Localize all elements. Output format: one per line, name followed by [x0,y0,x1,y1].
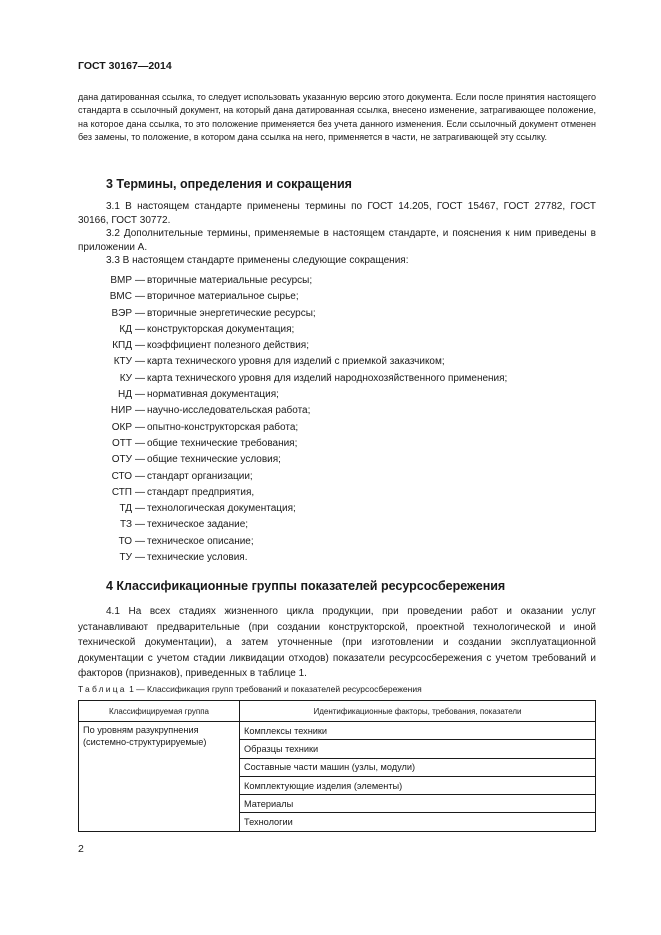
abbreviation-row [78,501,596,517]
abbreviation-row [78,273,596,289]
page-number: 2 [78,843,84,855]
abbreviation-dash: — [135,503,145,515]
abbreviation-dash: — [135,405,145,417]
abbreviation-row [78,452,596,468]
abbreviation-row [78,387,596,403]
table-caption-label: Таблица [78,684,127,694]
paragraph-3-1 [78,200,596,227]
abbreviation-definition: вторичное материальное сырье; [147,291,299,303]
abbreviation-term: ТЗ [119,519,132,531]
abbreviation-definition: научно-исследовательская работа; [147,405,311,417]
abbreviation-definition: конструкторская документация; [147,323,295,335]
table-row [79,722,596,740]
abbreviation-row [78,403,596,419]
abbreviation-dash: — [135,356,145,368]
abbreviation-term: СТО [111,470,132,482]
abbreviation-term: КД [119,323,132,335]
abbreviation-term: ВЭР [111,307,132,319]
abbreviation-dash: — [135,275,145,286]
paragraph-4-1 [78,604,596,682]
abbreviation-term: КТУ [113,356,132,368]
table-header-row [79,701,596,722]
abbreviation-row [78,306,596,322]
abbreviation-list [78,273,596,566]
abbreviation-term: ВМР [110,275,132,286]
abbreviation-definition: общие технические условия; [147,454,281,466]
paragraph-3-3 [78,254,596,268]
abbreviation-dash: — [135,389,145,401]
abbreviation-dash: — [135,323,145,335]
abbreviation-term: КУ [119,372,132,384]
abbreviation-definition: техническое задание; [147,519,249,531]
intro-paragraph: дана датированная ссылка, то следует использовать указанную версию этого документа. Если после принятия настоящего стандарта в ссылочный документ, на который дана датированная ссылка, внесено изменение, затрагивающее положение, на которое дана ссылка, то это положение применяется без учета данного изменения. Если ссылочный документ отменен без замены, то положение, в котором дана ссылка на него, применяется в части, не затрагивающей эту ссылку. [78,92,596,143]
abbreviation-definition: стандарт организации; [147,470,253,482]
abbreviation-definition: карта технического уровня для изделий с приемкой заказчиком; [147,356,445,368]
abbreviation-dash: — [135,486,145,498]
abbreviation-row [78,550,596,566]
classification-table [78,700,596,832]
abbreviation-definition: общие технические требования; [147,437,298,449]
table-cell-group: По уровням разукрупнения (системно-структурируемые) [79,722,240,832]
abbreviation-row [78,371,596,387]
abbreviation-row [78,534,596,550]
document-header: ГОСТ 30167—2014 [78,60,172,72]
abbreviation-dash: — [135,307,145,319]
abbreviation-dash: — [135,437,145,449]
paragraph-4-1-text: 4.1 На всех стадиях жизненного цикла продукции, при проведении работ и оказании услуг устанавливают предварительные (при создании конструкторской, проектной технологической и иной технической документации), а затем уточненные (при изготовлении и создании эксплуатационной документации с учетом стадии ликвидации отходов) показатели ресурсосбережения с учетом требований и факторов (признаков), приведенных в таблице 1. [78,606,596,680]
abbreviation-row [78,517,596,533]
abbreviation-term: ТУ [119,552,132,564]
section-4-heading: 4 Классификационные группы показателей ресурсосбережения [106,579,506,593]
paragraph-3-3-text: 3.3 В настоящем стандарте применены следующие сокращения: [106,255,409,266]
abbreviation-definition: вторичные материальные ресурсы; [147,275,313,286]
table-caption [78,684,422,694]
paragraph-3-2 [78,227,596,254]
table-cell-factor: Составные части машин (узлы, модули) [240,758,596,776]
abbreviation-dash: — [135,291,145,303]
abbreviation-definition: коэффициент полезного действия; [147,340,309,352]
abbreviation-row [78,354,596,370]
abbreviation-row [78,436,596,452]
table-header-factors: Идентификационные факторы, требования, показатели [240,701,596,722]
abbreviation-row [78,322,596,338]
abbreviation-definition: опытно-конструкторская работа; [147,421,299,433]
abbreviation-dash: — [135,372,145,384]
abbreviation-term: ТО [118,535,132,547]
abbreviation-dash: — [135,454,145,466]
abbreviation-term: СТП [111,486,132,498]
abbreviation-row [78,338,596,354]
abbreviation-row [78,485,596,501]
table-cell-factor: Технологии [240,813,596,831]
abbreviation-term: ОТУ [111,454,132,466]
abbreviation-term: ТД [119,503,132,515]
abbreviation-row [78,420,596,436]
table-cell-factor: Материалы [240,795,596,813]
abbreviation-definition: технологическая документация; [147,503,296,515]
abbreviation-term: КПД [112,340,132,352]
paragraph-3-2-text: 3.2 Дополнительные термины, применяемые в настоящем стандарте, и пояснения к ним приведены в приложении А. [78,228,596,253]
table-cell-factor: Комплектующие изделия (элементы) [240,776,596,794]
abbreviation-term: ОКР [111,421,132,433]
abbreviation-dash: — [135,552,145,564]
abbreviation-term: НД [118,389,132,401]
abbreviation-definition: нормативная документация; [147,389,279,401]
table-cell-factor: Комплексы техники [240,722,596,740]
table-caption-title: 1 — Классификация групп требований и показателей ресурсосбережения [126,684,422,694]
abbreviation-term: ВМС [109,291,132,303]
abbreviation-term: ОТТ [112,437,132,449]
abbreviation-row [78,289,596,305]
abbreviation-dash: — [135,535,145,547]
abbreviation-dash: — [135,470,145,482]
abbreviation-term: НИР [110,405,132,417]
table-header-group: Классифицируемая группа [79,701,240,722]
abbreviation-row [78,469,596,485]
section-3-heading: 3 Термины, определения и сокращения [106,177,352,191]
abbreviation-definition: карта технического уровня для изделий народнохозяйственного применения; [147,372,508,384]
abbreviation-dash: — [135,519,145,531]
table-cell-factor: Образцы техники [240,740,596,758]
abbreviation-definition: техническое описание; [147,535,254,547]
abbreviation-definition: технические условия. [147,552,248,564]
abbreviation-dash: — [135,421,145,433]
paragraph-3-1-text: 3.1 В настоящем стандарте применены термины по ГОСТ 14.205, ГОСТ 15467, ГОСТ 27782, ГОСТ 30166, ГОСТ 30772. [78,201,596,226]
abbreviation-dash: — [135,340,145,352]
abbreviation-definition: стандарт предприятия, [147,486,255,498]
abbreviation-definition: вторичные энергетические ресурсы; [147,307,316,319]
